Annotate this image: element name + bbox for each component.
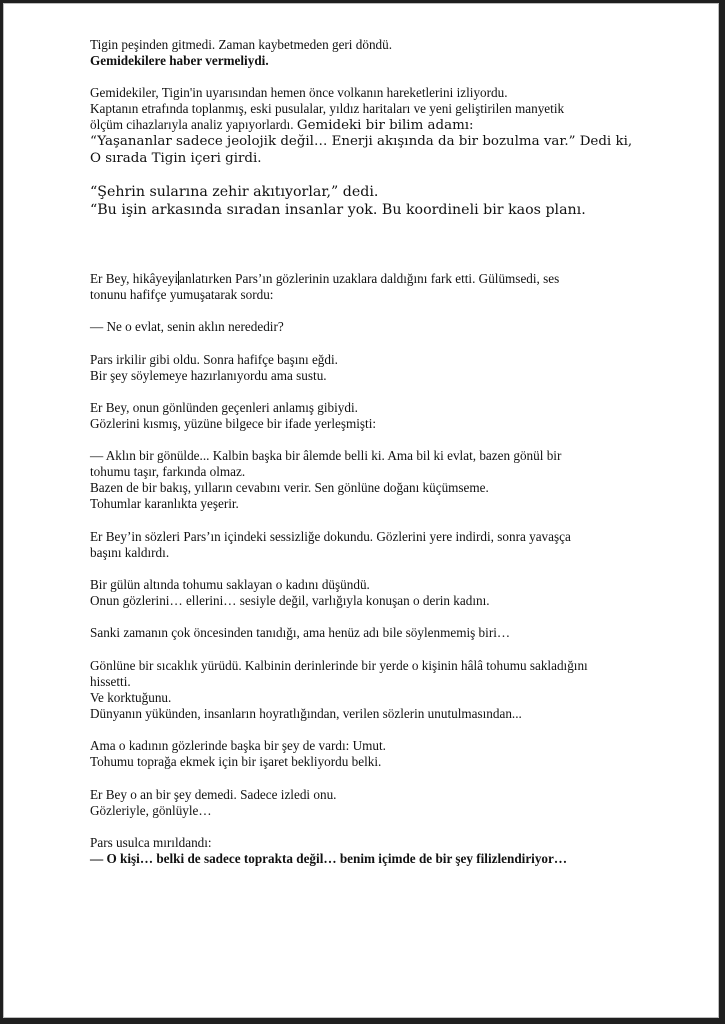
- text-line: Er Bey’in sözleri Pars’ın içindeki sessizliğe dokundu. Gözlerini yere indirdi, sonra yavaşça: [90, 529, 571, 544]
- text-line: Gözleriyle, gönlüyle…: [90, 803, 212, 818]
- text-line: Sanki zamanın çok öncesinden tanıdığı, ama henüz adı bile söylenmemiş biri…: [90, 625, 511, 640]
- text-line: Ama o kadının gözlerinde başka bir şey de vardı: Umut.: [90, 738, 386, 753]
- text-line: Tigin peşinden gitmedi. Zaman kaybetmeden geri döndü.: [90, 37, 393, 52]
- text-line: başını kaldırdı.: [90, 545, 170, 560]
- text-line: Tohumlar karanlıkta yeşerir.: [90, 496, 239, 511]
- text-line: [90, 271, 559, 287]
- text-span: Gemideki bir bilim adamı:: [296, 118, 474, 133]
- text-span: anlatırken Pars’ın gözlerinin uzaklara daldığını fark etti. Gülümsedi, ses: [179, 271, 560, 286]
- text-line: Gözlerini kısmış, yüzüne bilgece bir ifade yerleşmişti:: [90, 416, 377, 431]
- text-line: Bir şey söylemeye hazırlanıyordu ama sustu.: [90, 368, 327, 383]
- text-line: “Bu işin arkasında sıradan insanlar yok. Bu koordineli bir kaos planı.: [90, 202, 586, 218]
- text-line: Pars usulca mırıldandı:: [90, 835, 212, 850]
- text-line: Dünyanın yükünden, insanların hoyratlığından, verilen sözlerin unutulmasından...: [90, 706, 522, 721]
- text-line: Pars irkilir gibi oldu. Sonra hafifçe başını eğdi.: [90, 352, 338, 367]
- text-line: O sırada Tigin içeri girdi.: [90, 151, 262, 166]
- document-page[interactable]: [3, 3, 719, 1018]
- text-line: Gemidekiler, Tigin'in uyarısından hemen önce volkanın hareketlerini izliyordu.: [90, 85, 508, 100]
- text-line: Kaptanın etrafında toplanmış, eski pusulalar, yıldız haritaları ve yeni geliştirilen manyetik: [90, 101, 565, 116]
- text-line: Er Bey o an bir şey demedi. Sadece izledi onu.: [90, 787, 337, 802]
- text-span: Er Bey, hikâyeyi: [90, 271, 179, 286]
- text-line: Ve korktuğunu.: [90, 690, 172, 705]
- text-line: — Ne o evlat, senin aklın nerededir?: [90, 319, 284, 334]
- text-line-bold: Gemidekilere haber vermeliydi.: [90, 53, 269, 68]
- text-line: tohumu taşır, farkında olmaz.: [90, 464, 246, 479]
- text-line: Er Bey, onun gönlünden geçenleri anlamış gibiydi.: [90, 400, 358, 415]
- text-line: Gönlüne bir sıcaklık yürüdü. Kalbinin derinlerinde bir yerde o kişinin hâlâ tohumu sakladığını: [90, 658, 588, 673]
- text-line: “Şehrin sularına zehir akıtıyorlar,” dedi.: [90, 184, 379, 200]
- text-line: tonunu hafifçe yumuşatarak sordu:: [90, 287, 274, 302]
- text-line: [90, 117, 474, 134]
- text-span: ölçüm cihazlarıyla analiz yapıyorlardı.: [90, 117, 294, 132]
- text-line: — Aklın bir gönülde... Kalbin başka bir âlemde belli ki. Ama bil ki evlat, bazen gönül bir: [90, 448, 562, 463]
- text-line: Tohumu toprağa ekmek için bir işaret bekliyordu belki.: [90, 754, 382, 769]
- text-line: hissetti.: [90, 674, 131, 689]
- text-line-bold: — O kişi… belki de sadece toprakta değil… benim içimde de bir şey filizlendiriyor…: [90, 851, 568, 866]
- text-line: Bir gülün altında tohumu saklayan o kadını düşündü.: [90, 577, 370, 592]
- text-line: Bazen de bir bakış, yılların cevabını verir. Sen gönlüne doğanı küçümseme.: [90, 480, 489, 495]
- text-line: Onun gözlerini… ellerini… sesiyle değil, varlığıyla konuşan o derin kadını.: [90, 593, 490, 608]
- text-line: “Yaşananlar sadece jeolojik değil… Enerji akışında da bir bozulma var.” Dedi ki,: [90, 134, 633, 149]
